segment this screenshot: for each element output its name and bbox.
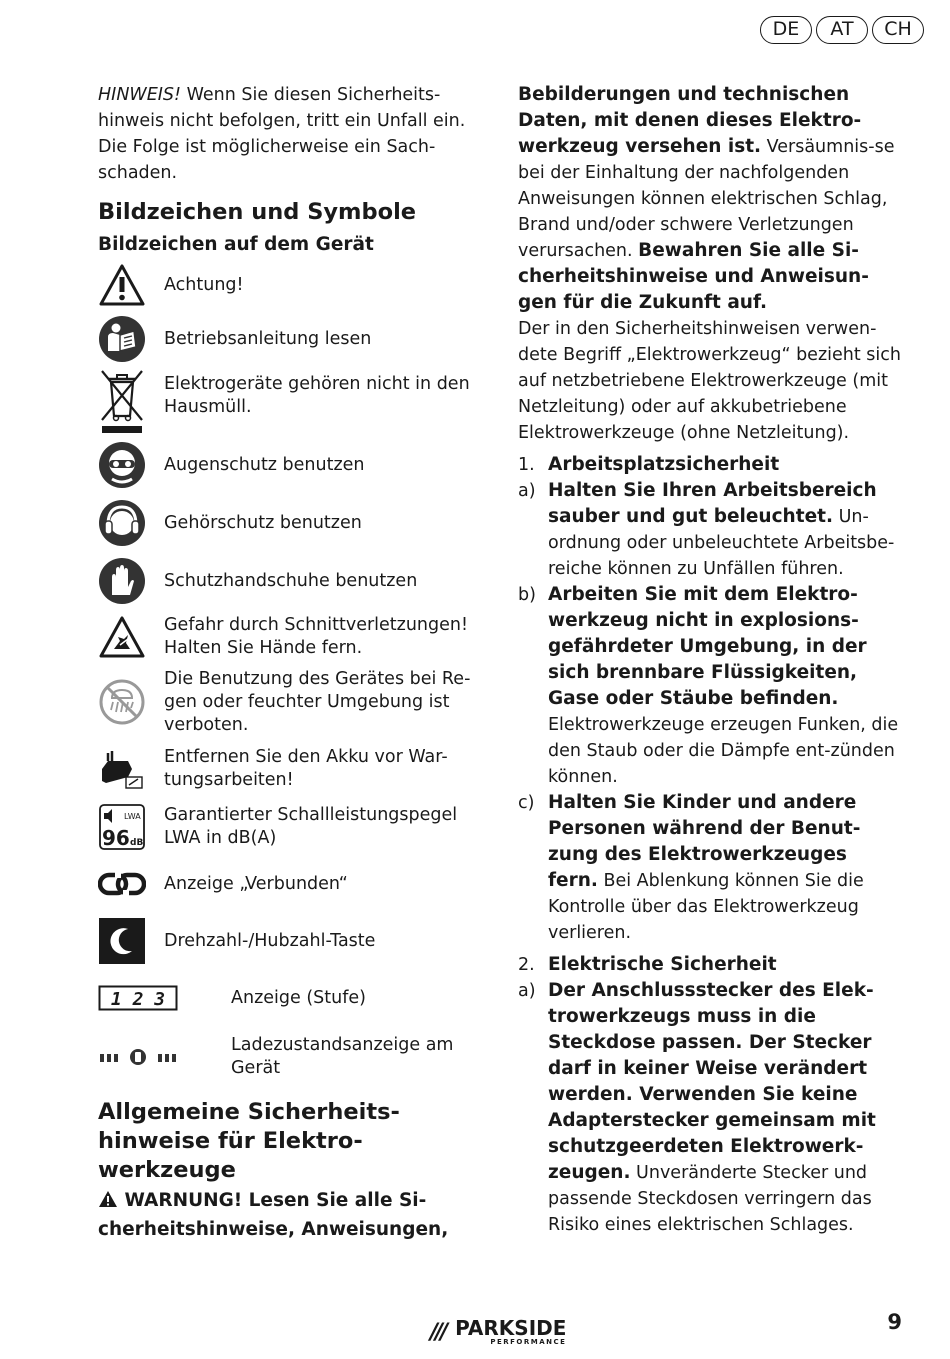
- item-text: Bei Ablenkung können Sie die Kontrolle über das Elektrowerkzeug verlieren.: [548, 871, 864, 943]
- symbol-row: [98, 312, 483, 366]
- definition-paragraph: Der in den Sicherheitshinweisen verwen-dete Begriff „Elektrowerkzeug“ bezieht sich auf netzbetriebene Elektrowerkzeuge (mit Netzleitung) oder auf akkubetriebene Elektrowerkzeuge (ohne Netzleitung).: [518, 319, 901, 443]
- lang-badge-de: DE: [760, 16, 812, 44]
- list-item: [518, 582, 903, 790]
- sound-badge-unit: dB: [130, 838, 144, 848]
- gloves-icon: [98, 557, 146, 605]
- logo-slashes-icon: ///: [430, 1319, 446, 1345]
- symbol-row: [98, 436, 483, 494]
- item-mark: b): [518, 585, 536, 605]
- item-mark: c): [518, 793, 535, 813]
- symbol-row: [98, 740, 483, 798]
- item-bold: Halten Sie Kinder und andere Personen während der Benut-zung des Elektrowerkzeuges fern.: [548, 792, 861, 891]
- item-mark: a): [518, 981, 536, 1001]
- general-section-title: Allgemeine Sicherheits-hinweise für Elektro-werkzeuge: [98, 1099, 400, 1183]
- symbol-label: Gefahr durch Schnittverletzungen! Halten Sie Hände fern.: [164, 615, 469, 658]
- no-rain-icon: [98, 678, 146, 726]
- symbol-label: Entfernen Sie den Akku vor War-tungsarbeiten!: [164, 747, 448, 790]
- sound-label-unit: LWA: [164, 828, 201, 848]
- sound-badge-value: 96: [102, 826, 130, 850]
- symbol-row: [98, 610, 483, 664]
- sound-label-main: Garantierter Schallleistungspegel: [164, 805, 458, 825]
- eye-protection-icon: [98, 441, 146, 489]
- list-item: [518, 790, 903, 946]
- symbol-label: [164, 804, 479, 850]
- warning-triangle-icon: [98, 263, 146, 307]
- level-digits: 1 2 3: [110, 989, 166, 1010]
- speed-key-icon: [98, 917, 146, 965]
- symbol-label: Drehzahl-/Hubzahl-Taste: [164, 930, 376, 951]
- item-body: [548, 582, 903, 790]
- symbol-label: Betriebsanleitung lesen: [164, 328, 372, 349]
- sound-badge-label: LWA: [124, 812, 141, 821]
- symbol-row: [98, 1026, 483, 1088]
- lang-badge-at: AT: [816, 16, 868, 44]
- section-title: Arbeitsplatzsicherheit: [548, 454, 780, 475]
- charge-indicator-icon: [98, 1047, 178, 1067]
- left-column: [98, 82, 483, 1243]
- sound-label-suffix: in dB(A): [200, 828, 277, 848]
- read-manual-icon: [98, 315, 146, 363]
- cut-hazard-icon: [98, 615, 146, 659]
- sound-power-icon: [98, 803, 146, 851]
- notice-label: HINWEIS!: [98, 85, 182, 105]
- intro-text: Versäumnis-se bei der Einhaltung der nachfolgenden Anweisungen können elektrischen Schlag, Brand und/oder schwere Verletzungen verursachen.: [518, 137, 895, 261]
- symbol-row: [98, 912, 483, 970]
- section-title: Elektrische Sicherheit: [548, 954, 777, 975]
- list-item: [518, 978, 903, 1238]
- warning-lead-text: WARNUNG! Lesen Sie alle Si-cherheitshinweise, Anweisungen,: [98, 1190, 449, 1240]
- parkside-logo: [430, 1318, 566, 1346]
- crossed-bin-icon: [98, 368, 146, 434]
- item-mark: a): [518, 481, 536, 501]
- notice-paragraph: [98, 82, 468, 186]
- item-body: [548, 790, 903, 946]
- section-heading: [518, 952, 903, 978]
- lang-badge-ch: CH: [872, 16, 924, 44]
- language-badges: [760, 16, 924, 44]
- item-text: Un-ordnung oder unbeleuchtete Arbeitsbe-reiche können zu Unfällen führen.: [548, 507, 895, 579]
- symbol-label: Schutzhandschuhe benutzen: [164, 570, 418, 591]
- brand-name: PARKSIDE: [455, 1316, 567, 1340]
- item-bold: Arbeiten Sie mit dem Elektro-werkzeug nicht in explosions-gefährdeter Umgebung, in der sich brennbare Flüssigkeiten, Gase oder Stäube befinden.: [548, 584, 867, 709]
- symbol-label: Gehörschutz benutzen: [164, 512, 362, 533]
- remove-battery-icon: [98, 747, 146, 791]
- section-1: [518, 452, 903, 946]
- symbol-row: [98, 970, 483, 1026]
- warning-icon: [98, 1189, 118, 1216]
- page-number: 9: [887, 1310, 902, 1334]
- symbol-row: [98, 798, 483, 856]
- brand-sub: PERFORMANCE: [490, 1338, 567, 1346]
- symbol-row: [98, 856, 483, 912]
- level-display-icon: [98, 985, 178, 1011]
- symbol-label: Anzeige (Stufe): [231, 987, 366, 1008]
- keep-bold: Bewahren Sie alle Si-cherheitshinweise und Anweisun-gen für die Zukunft auf.: [518, 240, 869, 313]
- intro-paragraph: [518, 82, 903, 316]
- symbol-row: [98, 366, 483, 436]
- symbol-row: [98, 258, 483, 312]
- warning-lead: [98, 1187, 473, 1243]
- item-text: Elektrowerkzeuge erzeugen Funken, die den Staub oder die Dämpfe ent-zünden können.: [548, 715, 899, 787]
- item-bold: Der Anschlussstecker des Elek-trowerkzeugs muss in die Steckdose passen. Der Stecker darf in keiner Weise verändert werden. Verwenden Sie keine Adapterstecker gemeinsam mit schutzgeerdeten Elektrowerk-zeugen.: [548, 980, 876, 1183]
- symbols-title: Bildzeichen und Symbole: [98, 199, 417, 225]
- ear-protection-icon: [98, 499, 146, 547]
- notice-text: Wenn Sie diesen Sicherheits-hinweis nicht befolgen, tritt ein Unfall ein. Die Folge ist möglicherweise ein Sach-schaden.: [98, 85, 466, 183]
- symbol-row: [98, 494, 483, 552]
- symbol-label: Ladezustandsanzeige am Gerät: [231, 1035, 454, 1078]
- list-item: [518, 478, 903, 582]
- item-body: [548, 478, 903, 582]
- symbol-label: Anzeige „Verbunden“: [164, 873, 348, 894]
- symbol-label: Elektrogeräte gehören nicht in den Hausmüll.: [164, 374, 470, 417]
- right-column: [518, 82, 903, 1238]
- connected-icon: [98, 869, 146, 899]
- item-bold: Halten Sie Ihren Arbeitsbereich sauber und gut beleuchtet.: [548, 480, 877, 527]
- symbols-subtitle: Bildzeichen auf dem Gerät: [98, 234, 374, 255]
- intro-bold: Bebilderungen und technischen Daten, mit denen dieses Elektro-werkzeug versehen ist.: [518, 84, 862, 157]
- section-2: [518, 952, 903, 1238]
- item-body: [548, 978, 903, 1238]
- section-number: 2.: [518, 955, 535, 975]
- symbol-row: [98, 552, 483, 610]
- section-number: 1.: [518, 455, 535, 475]
- symbol-label: Achtung!: [164, 274, 244, 295]
- symbol-label: Augenschutz benutzen: [164, 454, 365, 475]
- symbol-row: [98, 664, 483, 740]
- section-heading: [518, 452, 903, 478]
- symbol-label: Die Benutzung des Gerätes bei Re-gen oder feuchter Umgebung ist verboten.: [164, 668, 471, 735]
- item-text: Unveränderte Stecker und passende Steckdosen verringern das Risiko eines elektrischen Schlages.: [548, 1163, 872, 1235]
